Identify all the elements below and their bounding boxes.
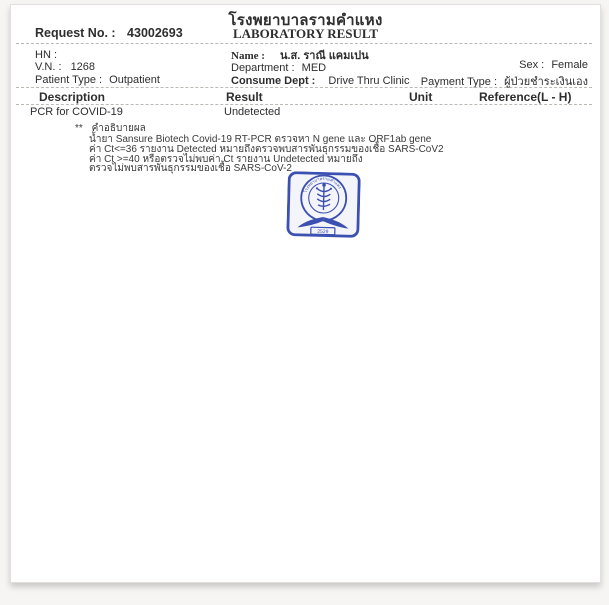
payment-type-label: Payment Type :	[420, 76, 498, 88]
consume-dept-line	[231, 75, 410, 87]
hospital-stamp-graphic	[286, 171, 361, 242]
vn-label: V.N. :	[35, 61, 62, 73]
hospital-title: โรงพยาบาลรามคำแหง	[228, 12, 383, 29]
note-line-1: น้ำยา Sansure Biotech Covid-19 RT-PCR ตรวจหา N gene และ ORF1ab gene	[89, 134, 432, 145]
divider-table-header	[16, 104, 592, 105]
result-value: Undetected	[224, 106, 281, 118]
stamp-arc-text: โรงพยาบาลรามคำแหง	[302, 175, 343, 194]
patient-type-value: Outpatient	[109, 74, 160, 86]
notes-title: คำอธิบายผล	[91, 123, 146, 134]
stamp-year: 2529	[317, 228, 329, 236]
department-label: Department :	[231, 62, 295, 74]
note-line-3: ค่า Ct >=40 หรือตรวจไม่พบค่า Ct รายงาน Undetected หมายถึง	[89, 154, 363, 165]
hn-line	[35, 49, 57, 61]
divider-top	[16, 43, 592, 44]
name-label: Name :	[231, 50, 265, 62]
col-header-unit: Unit	[409, 90, 433, 104]
department-value: MED	[301, 62, 327, 74]
hn-label: HN :	[35, 49, 57, 61]
divider-info	[16, 87, 592, 88]
col-header-reference: Reference(L - H)	[479, 90, 572, 104]
col-header-result: Result	[226, 90, 263, 104]
consume-dept-label: Consume Dept :	[231, 75, 316, 87]
sex-value: Female	[551, 59, 588, 71]
note-line-2: ค่า Ct<=36 รายงาน Detected หมายถึงตรวจพบสารพันธุกรรมของเชื้อ SARS-CoV2	[89, 144, 444, 155]
notes-marker: **	[75, 123, 83, 134]
vn-line	[35, 61, 95, 73]
hospital-stamp	[286, 171, 361, 242]
result-description: PCR for COVID-19	[30, 106, 123, 118]
patient-type-line	[35, 74, 160, 86]
vn-value: 1268	[70, 61, 96, 73]
sex-line	[519, 59, 588, 71]
name-value: น.ส. ราณี แคมเปน	[279, 50, 369, 62]
sex-label: Sex :	[519, 59, 545, 71]
document-subtitle: LABORATORY RESULT	[232, 26, 379, 41]
request-no-value: 43002693	[127, 26, 183, 40]
lab-result-document	[10, 4, 601, 583]
request-no-label: Request No. :	[35, 26, 116, 40]
payment-type-value: ผู้ป่วยชำระเงินเอง	[504, 76, 588, 88]
col-header-description: Description	[39, 90, 106, 104]
note-line-4: ตรวจไม่พบสารพันธุกรรมของเชื้อ SARS-CoV-2	[89, 163, 292, 174]
patient-type-label: Patient Type :	[35, 74, 103, 86]
consume-dept-value: Drive Thru Clinic	[328, 75, 410, 87]
department-line	[231, 62, 326, 74]
